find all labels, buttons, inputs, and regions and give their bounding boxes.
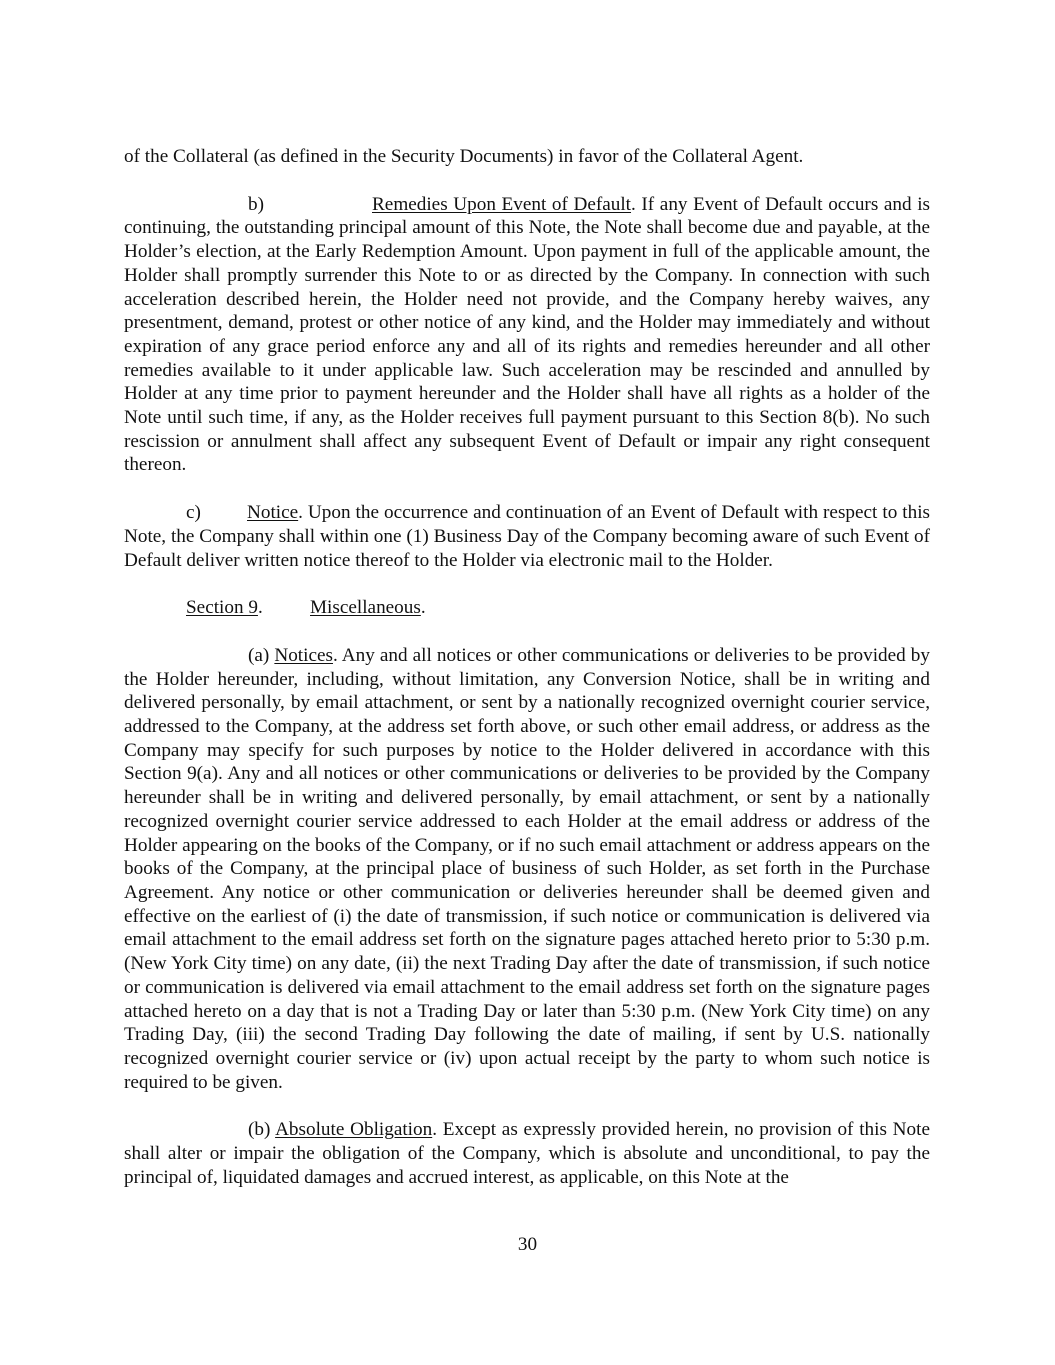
paragraph-c-body: . Upon the occurrence and continuation of an Event of Default with respect to this Note, the Company shall within one (1) Business Day of the Company becoming aware of such Event of Default deliver written notice thereof to the Holder via electronic mail to the Holder. xyxy=(124,502,930,571)
page-body xyxy=(124,145,930,1189)
paragraph-9b-body: . Except as expressly provided herein, no provision of this Note shall alter or impair the obligation of the Company, which is absolute and unconditional, to pay the principal of, liquidated damages and accrued interest, as applicable, on this Note at the xyxy=(124,1119,930,1188)
paragraph-b-label: b) xyxy=(248,193,264,215)
paragraph-9a-body: . Any and all notices or other communications or deliveries to be provided by the Holder hereunder, including, without limitation, any Conversion Notice, shall be in writing and delivered personally, by email attachment, or sent by a nationally recognized overnight courier service, addressed to the Company, at the address set forth above, or such other email address, or address as the Company may specify for such purposes by notice to the Holder delivered in accordance with this Section 9(a). Any and all notices or other communications or deliveries to be provided by the Company hereunder shall be in writing and delivered personally, by email attachment, or sent by a nationally recognized overnight courier service addressed to each Holder at the email address or address of the Holder appearing on the books of the Company, or if no such email attachment or address appears on the books of the Company, at the principal place of business of such Holder, as set forth in the Purchase Agreement. Any notice or other communication or deliveries hereunder shall be deemed given and effective on the earliest of (i) the date of transmission, if such notice or communication is delivered via email attachment to the email address set forth on the signature pages attached hereto prior to 5:30 p.m. (New York City time) on any date, (ii) the next Trading Day after the date of transmission, if such notice or communication is delivered via email attachment to the email address set forth on the signature pages attached hereto on a day that is not a Trading Day or later than 5:30 p.m. (New York City time) on any Trading Day, (iii) the second Trading Day following the date of mailing, if sent by U.S. nationally recognized overnight courier service or (iv) upon actual receipt by the party to whom such notice is required to be given. xyxy=(124,644,930,1093)
paragraph-c-heading: Notice xyxy=(247,502,299,524)
section-9-title-suffix: . xyxy=(420,597,426,619)
paragraph-9a xyxy=(124,644,930,1094)
paragraph-9a-label: (a) xyxy=(248,644,275,666)
paragraph-c xyxy=(124,501,930,572)
section-9-number-suffix: . xyxy=(257,597,263,619)
section-9-title: Miscellaneous xyxy=(310,597,421,619)
paragraph-9b-heading: Absolute Obligation xyxy=(275,1119,433,1141)
paragraph-9b-label: (b) xyxy=(248,1119,276,1141)
paragraph-c-label: c) xyxy=(186,502,201,524)
section-9-number: Section 9 xyxy=(186,597,258,619)
paragraph-b xyxy=(124,193,930,477)
page-number: 30 xyxy=(517,1234,538,1255)
paragraph-b-body: . If any Event of Default occurs and is continuing, the outstanding principal amount of this Note, the Note shall become due and payable, at the Holder’s election, at the Early Redemption Amount. Upon payment in full of the applicable amount, the Holder shall promptly surrender this Note to or as directed by the Company. In connection with such acceleration described herein, the Holder need not provide, and the Company hereby waives, any presentment, demand, protest or other notice of any kind, and the Holder may immediately and without expiration of any grace period enforce any and all of its rights and remedies hereunder and all other remedies available to it under applicable law. Such acceleration may be rescinded and annulled by Holder at any time prior to payment hereunder and the Holder shall have all rights as a holder of the Note until such time, if any, as the Holder receives full payment pursuant to this Section 8(b). No such rescission or annulment shall affect any subsequent Event of Default or impair any right consequent thereon. xyxy=(124,193,931,476)
paragraph-9a-heading: Notices xyxy=(274,644,333,666)
section-9-heading xyxy=(124,596,930,620)
paragraph-b-heading: Remedies Upon Event of Default xyxy=(372,193,632,215)
continuation-paragraph: of the Collateral (as defined in the Security Documents) in favor of the Collateral Agent. xyxy=(124,146,804,167)
paragraph-9b xyxy=(124,1118,930,1189)
